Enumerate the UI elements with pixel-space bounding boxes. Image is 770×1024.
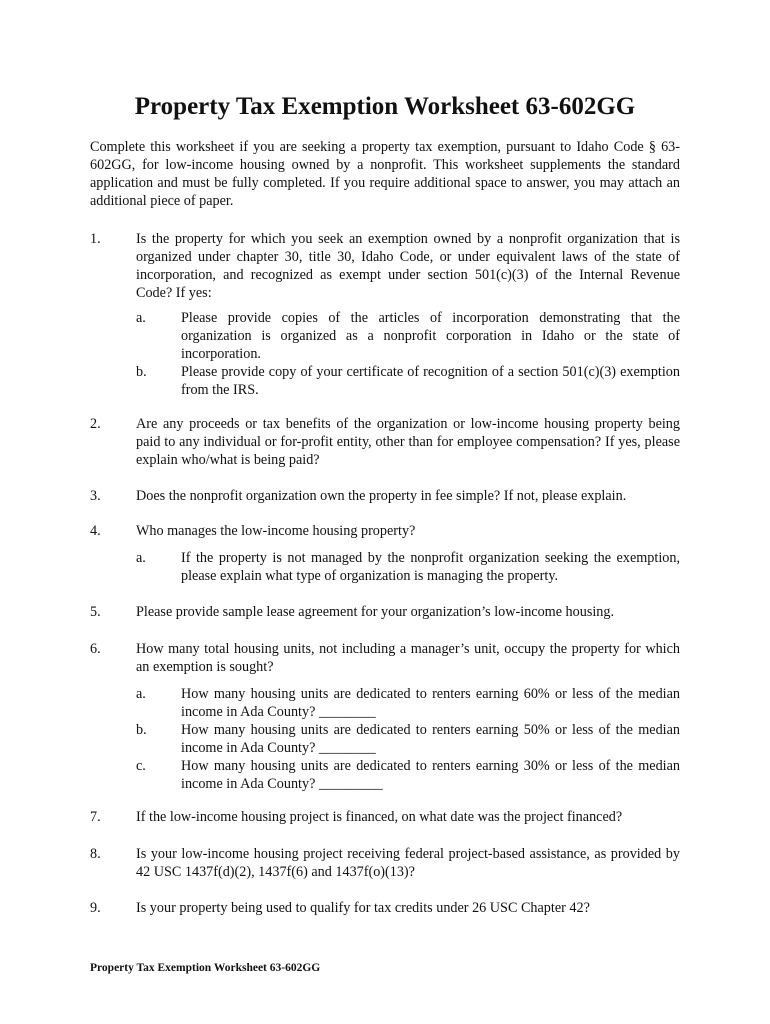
question-1 bbox=[90, 230, 680, 399]
page-footer: Property Tax Exemption Worksheet 63-602GG bbox=[90, 962, 321, 974]
question-2 bbox=[90, 415, 680, 469]
page-title: Property Tax Exemption Worksheet 63-602GG bbox=[134, 93, 636, 120]
sub-text: How many housing units are dedicated to renters earning 50% or less of the median income in Ada County? ________ bbox=[181, 722, 680, 756]
sub-text: How many housing units are dedicated to renters earning 30% or less of the median income in Ada County? _________ bbox=[181, 758, 680, 792]
question-8 bbox=[90, 845, 680, 881]
sub-letter: c. bbox=[136, 758, 146, 774]
sub-text: If the property is not managed by the nonprofit organization seeking the exemption, please explain what type of organization is managing the property. bbox=[181, 550, 680, 584]
question-3 bbox=[90, 487, 680, 505]
question-text: Please provide sample lease agreement for your organization’s low-income housing. bbox=[136, 604, 615, 620]
sub-letter: b. bbox=[136, 364, 147, 380]
question-number: 1. bbox=[90, 231, 101, 247]
question-number: 3. bbox=[90, 488, 101, 504]
sub-letter: a. bbox=[136, 310, 146, 326]
question-number: 6. bbox=[90, 641, 101, 657]
question-6 bbox=[90, 640, 680, 793]
question-number: 8. bbox=[90, 846, 101, 862]
question-text: Is your low-income housing project receiving federal project-based assistance, as provided by 42 USC 1437f(d)(2), 1437f(6) and 1437f(o)(13)? bbox=[136, 846, 680, 880]
question-4 bbox=[90, 522, 680, 585]
question-7 bbox=[90, 808, 680, 826]
question-text: Is your property being used to qualify for tax credits under 26 USC Chapter 42? bbox=[136, 900, 590, 916]
question-text: If the low-income housing project is financed, on what date was the project financed? bbox=[136, 809, 623, 825]
question-number: 4. bbox=[90, 523, 101, 539]
sub-letter: a. bbox=[136, 550, 146, 566]
sub-letter: b. bbox=[136, 722, 147, 738]
question-text: How many total housing units, not including a manager’s unit, occupy the property for which an exemption is sought? bbox=[136, 641, 680, 675]
sub-item bbox=[136, 549, 680, 585]
question-text: Is the property for which you seek an exemption owned by a nonprofit organization that is organized under chapter 30, title 30, Idaho Code, or under equivalent laws of the state of incorporation, and recognized as exempt under section 501(c)(3) of the Internal Revenue Code? If yes: bbox=[136, 231, 680, 301]
sub-item bbox=[136, 721, 680, 757]
question-number: 9. bbox=[90, 900, 101, 916]
sub-item bbox=[136, 757, 680, 793]
sub-text: Please provide copy of your certificate of recognition of a section 501(c)(3) exemption from the IRS. bbox=[181, 364, 680, 398]
question-number: 5. bbox=[90, 604, 101, 620]
sub-text: Please provide copies of the articles of incorporation demonstrating that the organization is organized as a nonprofit corporation in Idaho or the state of incorporation. bbox=[181, 310, 680, 362]
question-9 bbox=[90, 899, 680, 917]
question-5 bbox=[90, 603, 680, 621]
sub-item bbox=[136, 685, 680, 721]
question-text: Who manages the low-income housing property? bbox=[136, 523, 416, 539]
sub-text: How many housing units are dedicated to renters earning 60% or less of the median income in Ada County? ________ bbox=[181, 686, 680, 720]
question-text: Does the nonprofit organization own the property in fee simple? If not, please explain. bbox=[136, 488, 627, 504]
question-text: Are any proceeds or tax benefits of the organization or low-income housing property being paid to any individual or for-profit entity, other than for employee compensation? If yes, please explain who/what is being paid? bbox=[136, 416, 680, 468]
sub-letter: a. bbox=[136, 686, 146, 702]
question-number: 2. bbox=[90, 416, 101, 432]
intro-paragraph: Complete this worksheet if you are seeking a property tax exemption, pursuant to Idaho Code § 63-602GG, for low-income housing owned by a nonprofit. This worksheet supplements the standard application and must be fully completed. If you require additional space to answer, you may attach an additional piece of paper. bbox=[90, 139, 680, 209]
question-number: 7. bbox=[90, 809, 101, 825]
sub-item bbox=[136, 309, 680, 363]
sub-item bbox=[136, 363, 680, 399]
